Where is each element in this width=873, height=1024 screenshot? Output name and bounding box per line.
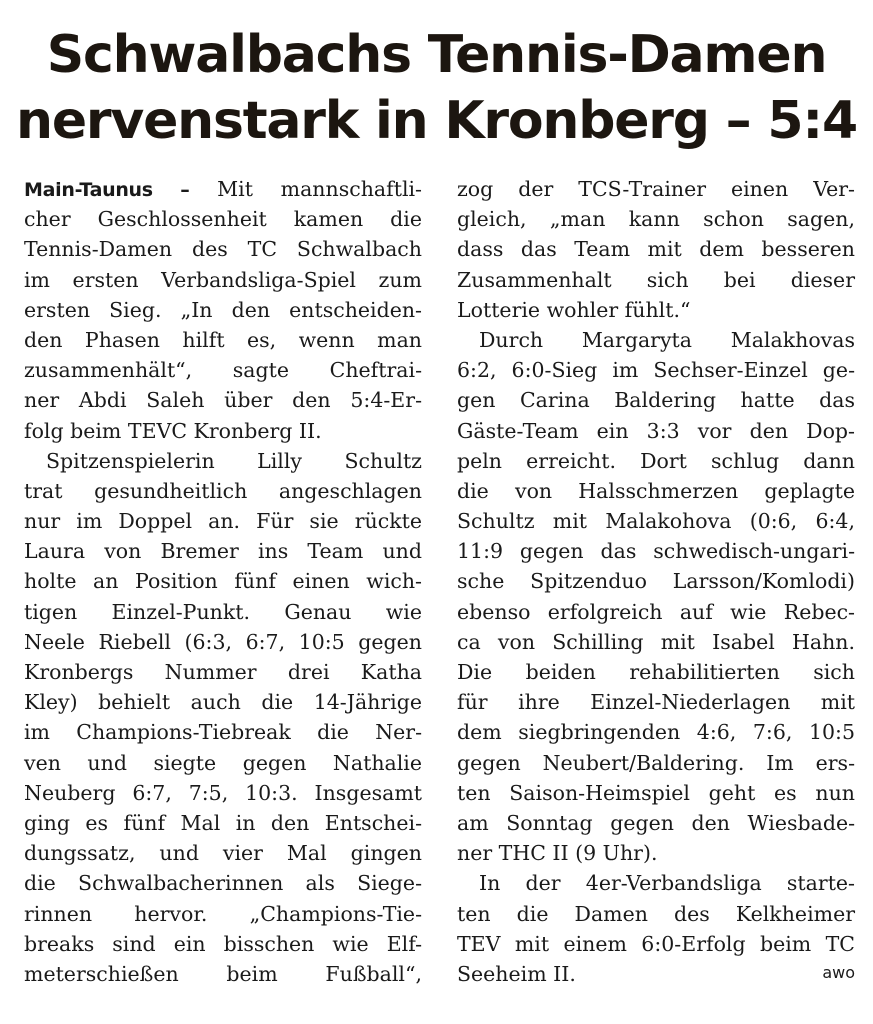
text-line: ner THC II (9 Uhr). — [457, 841, 658, 866]
text-line: ten die Damen des Kelkheimer — [457, 901, 855, 926]
text-line: ven und siegte gegen Nathalie — [24, 750, 422, 775]
text-line: ten Saison-Heimspiel geht es nun — [457, 780, 855, 805]
text-line: TEV mit einem 6:0-Erfolg beim TC — [457, 931, 855, 956]
author-byline: awo — [822, 963, 855, 982]
text-line: Laura von Bremer ins Team und — [24, 539, 422, 564]
text-line: Neele Riebell (6:3, 6:7, 10:5 gegen — [24, 629, 422, 654]
text-line-content: Mit mannschaftli- — [189, 177, 422, 201]
text-line: den Phasen hilft es, wenn man — [24, 327, 422, 352]
text-line: dem siegbringenden 4:6, 7:6, 10:5 — [457, 720, 855, 745]
text-line: 6:2, 6:0-Sieg im Sechser-Einzel ge- — [457, 358, 855, 383]
text-line: ner Abdi Saleh über den 5:4-Er- — [24, 388, 422, 413]
text-line: die von Halsschmerzen geplagte — [457, 478, 855, 503]
text-line: zusammenhält“, sagte Cheftrai- — [24, 358, 422, 383]
headline-line-2: nervenstark in Kronberg – 5:4 — [16, 91, 857, 151]
dateline: Main-Taunus – — [24, 179, 190, 201]
text-line: gegen Neubert/Baldering. Im ers- — [457, 750, 855, 775]
text-line: ging es fünf Mal in den Entschei- — [24, 810, 422, 835]
text-line: Die beiden rehabilitierten sich — [457, 660, 855, 684]
text-line: Spitzenspielerin Lilly Schultz — [46, 448, 422, 473]
article-column-left — [24, 174, 422, 989]
text-line: Schultz mit Malakohova (0:6, 6:4, — [457, 509, 855, 534]
text-line: dass das Team mit dem besseren — [457, 237, 855, 262]
text-line: folg beim TEVC Kronberg II. — [24, 418, 322, 443]
text-line: dungssatz, und vier Mal gingen — [24, 841, 422, 866]
text-line: peln erreicht. Dort schlug dann — [457, 448, 855, 473]
text-line: zog der TCS-Trainer einen Ver- — [457, 177, 855, 201]
text-line: im Champions-Tiebreak die Ner- — [24, 720, 422, 745]
text-line: im ersten Verbandsliga-Spiel zum — [24, 267, 422, 292]
text-line: ersten Sieg. „In den entscheiden- — [24, 297, 422, 322]
text-line: breaks sind ein bisschen wie Elf- — [24, 931, 422, 956]
text-line: Kley) behielt auch die 14-Jährige — [24, 690, 422, 715]
text-line: am Sonntag gegen den Wiesbade- — [457, 810, 855, 835]
text-line: cher Geschlossenheit kamen die — [24, 207, 422, 232]
text-line: Kronbergs Nummer drei Katha — [24, 660, 422, 684]
text-line: trat gesundheitlich angeschlagen — [24, 478, 422, 503]
text-line: ca von Schilling mit Isabel Hahn. — [457, 629, 855, 654]
text-line: In der 4er-Verbandsliga starte- — [479, 871, 855, 896]
text-line: Zusammenhalt sich bei dieser — [457, 267, 855, 292]
article-column-right — [457, 174, 855, 989]
headline — [14, 22, 859, 154]
text-line: 11:9 gegen das schwedisch-ungari- — [457, 539, 855, 564]
text-line: sche Spitzenduo Larsson/Komlodi) — [457, 569, 855, 594]
text-line: tigen Einzel-Punkt. Genau wie — [24, 599, 422, 624]
text-line: für ihre Einzel-Niederlagen mit — [457, 690, 855, 715]
text-line: gleich, „man kann schon sagen, — [457, 207, 855, 232]
text-line — [24, 174, 422, 204]
headline-line-1: Schwalbachs Tennis-Damen — [46, 25, 827, 85]
text-line: Seeheim II. — [457, 961, 576, 986]
text-line: gen Carina Baldering hatte das — [457, 388, 855, 413]
text-line: Durch Margaryta Malakhovas — [479, 327, 855, 352]
text-line: die Schwalbacherinnen als Siege- — [24, 871, 422, 896]
text-line: ebenso erfolgreich auf wie Rebec- — [457, 599, 855, 624]
text-line: Neuberg 6:7, 7:5, 10:3. Insgesamt — [24, 780, 422, 805]
text-line: Gäste-Team ein 3:3 vor den Dop- — [457, 418, 855, 443]
text-line: Tennis-Damen des TC Schwalbach — [24, 237, 422, 262]
text-line: Lotterie wohler fühlt.“ — [457, 297, 691, 322]
text-line: meterschießen beim Fußball“, — [24, 961, 422, 986]
text-line: holte an Position fünf einen wich- — [24, 569, 422, 594]
text-line: nur im Doppel an. Für sie rückte — [24, 509, 422, 534]
text-line: rinnen hervor. „Champions-Tie- — [24, 901, 422, 926]
